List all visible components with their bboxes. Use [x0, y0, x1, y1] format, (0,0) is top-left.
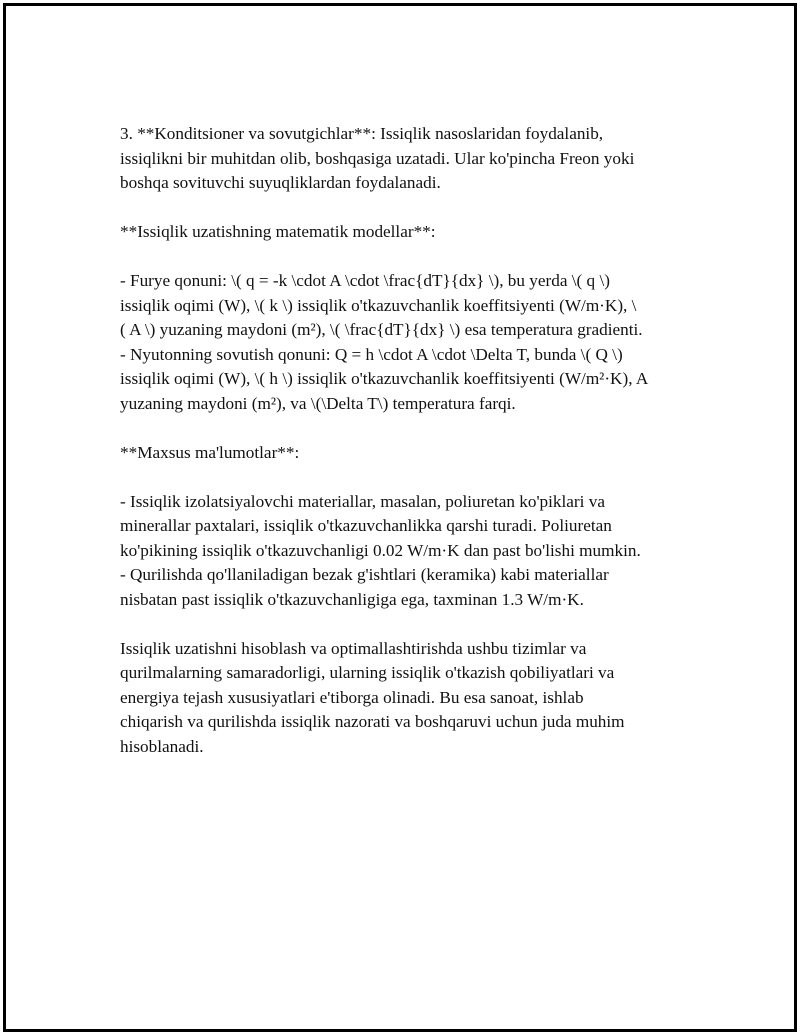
text-line: issiqlik oqimi (W), \( h \) issiqlik o'tkazuvchanlik koeffitsiyenti (W/m²·K), A: [120, 369, 649, 388]
text-line: boshqa sovituvchi suyuqliklardan foydalanadi.: [120, 173, 441, 192]
text-line: yuzaning maydoni (m²), va \(\Delta T\) temperatura farqi.: [120, 393, 516, 413]
text-line: qurilmalarning samaradorligi, ularning issiqlik o'tkazish qobiliyatlari va: [120, 663, 615, 682]
paragraph-heat-laws: [120, 269, 710, 416]
document-body: [120, 122, 710, 784]
page-border: [3, 3, 797, 1032]
text-line: nisbatan past issiqlik o'tkazuvchanligiga ega, taxminan 1.3 W/m·K.: [120, 589, 584, 609]
text-line: **Maxsus ma'lumotlar**:: [120, 442, 300, 462]
text-line: - Qurilishda qo'llaniladigan bezak g'ishtlari (keramika) kabi materiallar: [120, 565, 609, 584]
text-line: energiya tejash xususiyatlari e'tiborga olinadi. Bu esa sanoat, ishlab: [120, 687, 584, 707]
paragraph-conclusion: [120, 637, 710, 760]
heading-mathematical-models: [120, 220, 710, 245]
text-line: ko'pikining issiqlik o'tkazuvchanligi 0.02 W/m·K dan past bo'lishi mumkin.: [120, 540, 641, 560]
heading-special-data: [120, 441, 710, 466]
text-line: - Furye qonuni: \( q = -k \cdot A \cdot \frac{dT}{dx} \), bu yerda \( q \): [120, 271, 610, 290]
text-line: minerallar paxtalari, issiqlik o'tkazuvchanlikka qarshi turadi. Poliuretan: [120, 516, 612, 535]
paragraph-insulation-materials: [120, 490, 710, 613]
paragraph-air-conditioners: [120, 122, 710, 196]
text-line: issiqlikni bir muhitdan olib, boshqasiga uzatadi. Ular ko'pincha Freon yoki: [120, 148, 635, 168]
text-line: - Nyutonning sovutish qonuni: Q = h \cdot A \cdot \Delta T, bunda \( Q \): [120, 344, 623, 364]
text-line: hisoblanadi.: [120, 736, 204, 756]
text-line: issiqlik oqimi (W), \( k \) issiqlik o'tkazuvchanlik koeffitsiyenti (W/m·K), \: [120, 295, 637, 315]
text-line: **Issiqlik uzatishning matematik modellar**:: [120, 222, 436, 241]
text-line: - Issiqlik izolatsiyalovchi materiallar, masalan, poliuretan ko'piklari va: [120, 491, 605, 511]
text-line: ( A \) yuzaning maydoni (m²), \( \frac{dT}{dx} \) esa temperatura gradienti.: [120, 320, 643, 339]
text-line: chiqarish va qurilishda issiqlik nazorati va boshqaruvi uchun juda muhim: [120, 712, 625, 731]
text-line: 3. **Konditsioner va sovutgichlar**: Issiqlik nasoslaridan foydalanib,: [120, 124, 604, 143]
text-line: Issiqlik uzatishni hisoblash va optimallashtirishda ushbu tizimlar va: [120, 638, 587, 658]
